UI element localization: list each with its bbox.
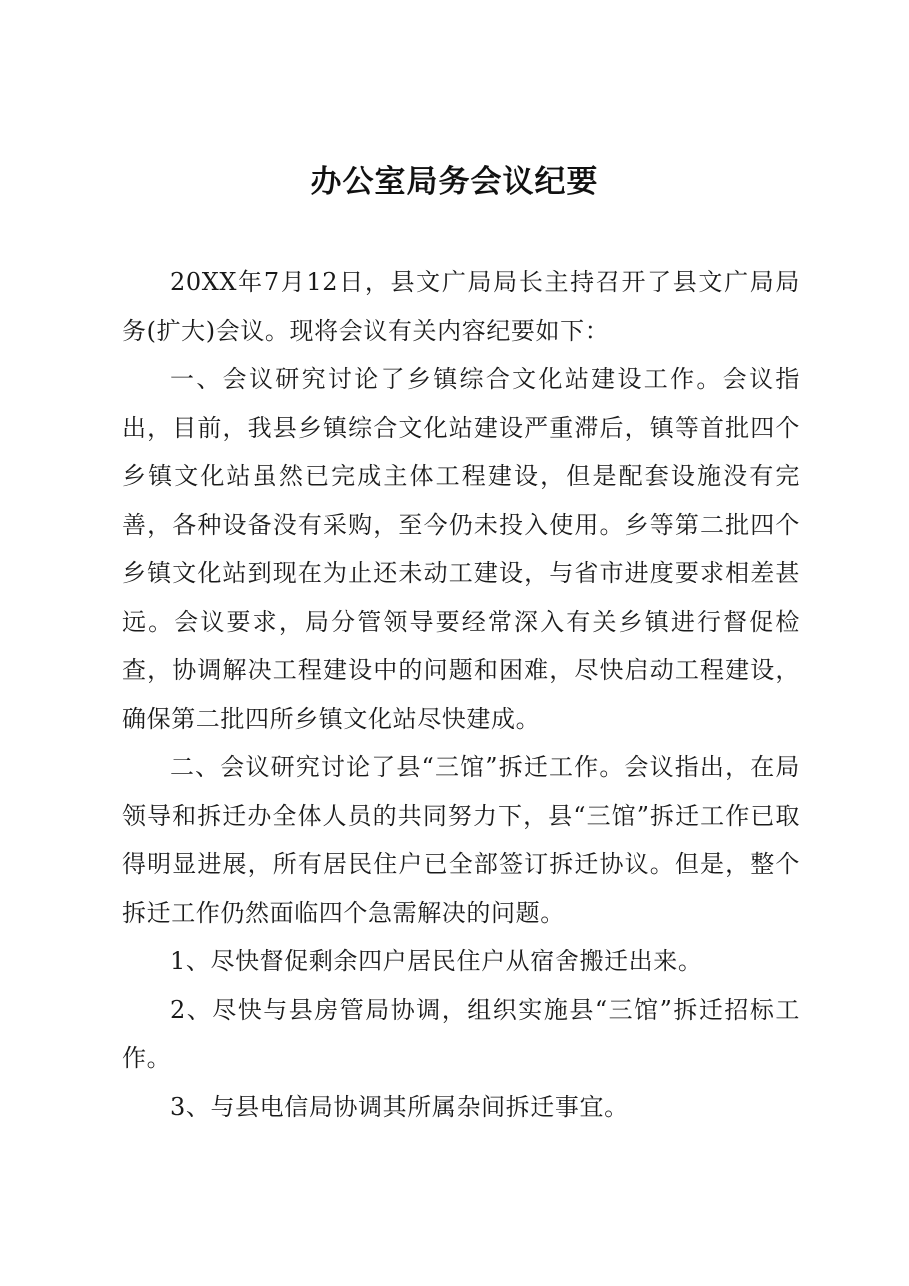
paragraph-item-one: 一、会议研究讨论了乡镇综合文化站建设工作。会议指出，目前，我县乡镇综合文化站建设严重滞后，镇等首批四个乡镇文化站虽然已完成主体工程建设，但是配套设施没有完善，各种设备没有采购，至今仍未投入使用。乡等第二批四个乡镇文化站到现在为止还未动工建设，与省市进度要求相差甚远。会议要求，局分管领导要经常深入有关乡镇进行督促检查，协调解决工程建设中的问题和困难，尽快启动工程建设，确保第二批四所乡镇文化站尽快建成。 <box>122 365 800 733</box>
paragraph-issue-1: 1、尽快督促剩余四户居民住户从宿舍搬迁出来。 <box>170 947 703 975</box>
paragraph-issue-2: 2、尽快与县房管局协调，组织实施县“三馆”拆迁招标工作。 <box>122 995 800 1072</box>
document-title: 办公室局务会议纪要 <box>310 164 599 200</box>
paragraph-item-two: 二、会议研究讨论了县“三馆”拆迁工作。会议指出，在局领导和拆迁办全体人员的共同努力下，县“三馆”拆迁工作已取得明显进展，所有居民住户已全部签订拆迁协议。但是，整个拆迁工作仍然面临四个急需解决的问题。 <box>122 753 800 927</box>
document-body <box>122 258 800 1131</box>
paragraph-intro: 20XX年7月12日，县文广局局长主持召开了县文广局局务(扩大)会议。现将会议有关内容纪要如下： <box>122 268 800 345</box>
paragraph-issue-3: 3、与县电信局协调其所属杂间拆迁事宜。 <box>170 1092 629 1121</box>
